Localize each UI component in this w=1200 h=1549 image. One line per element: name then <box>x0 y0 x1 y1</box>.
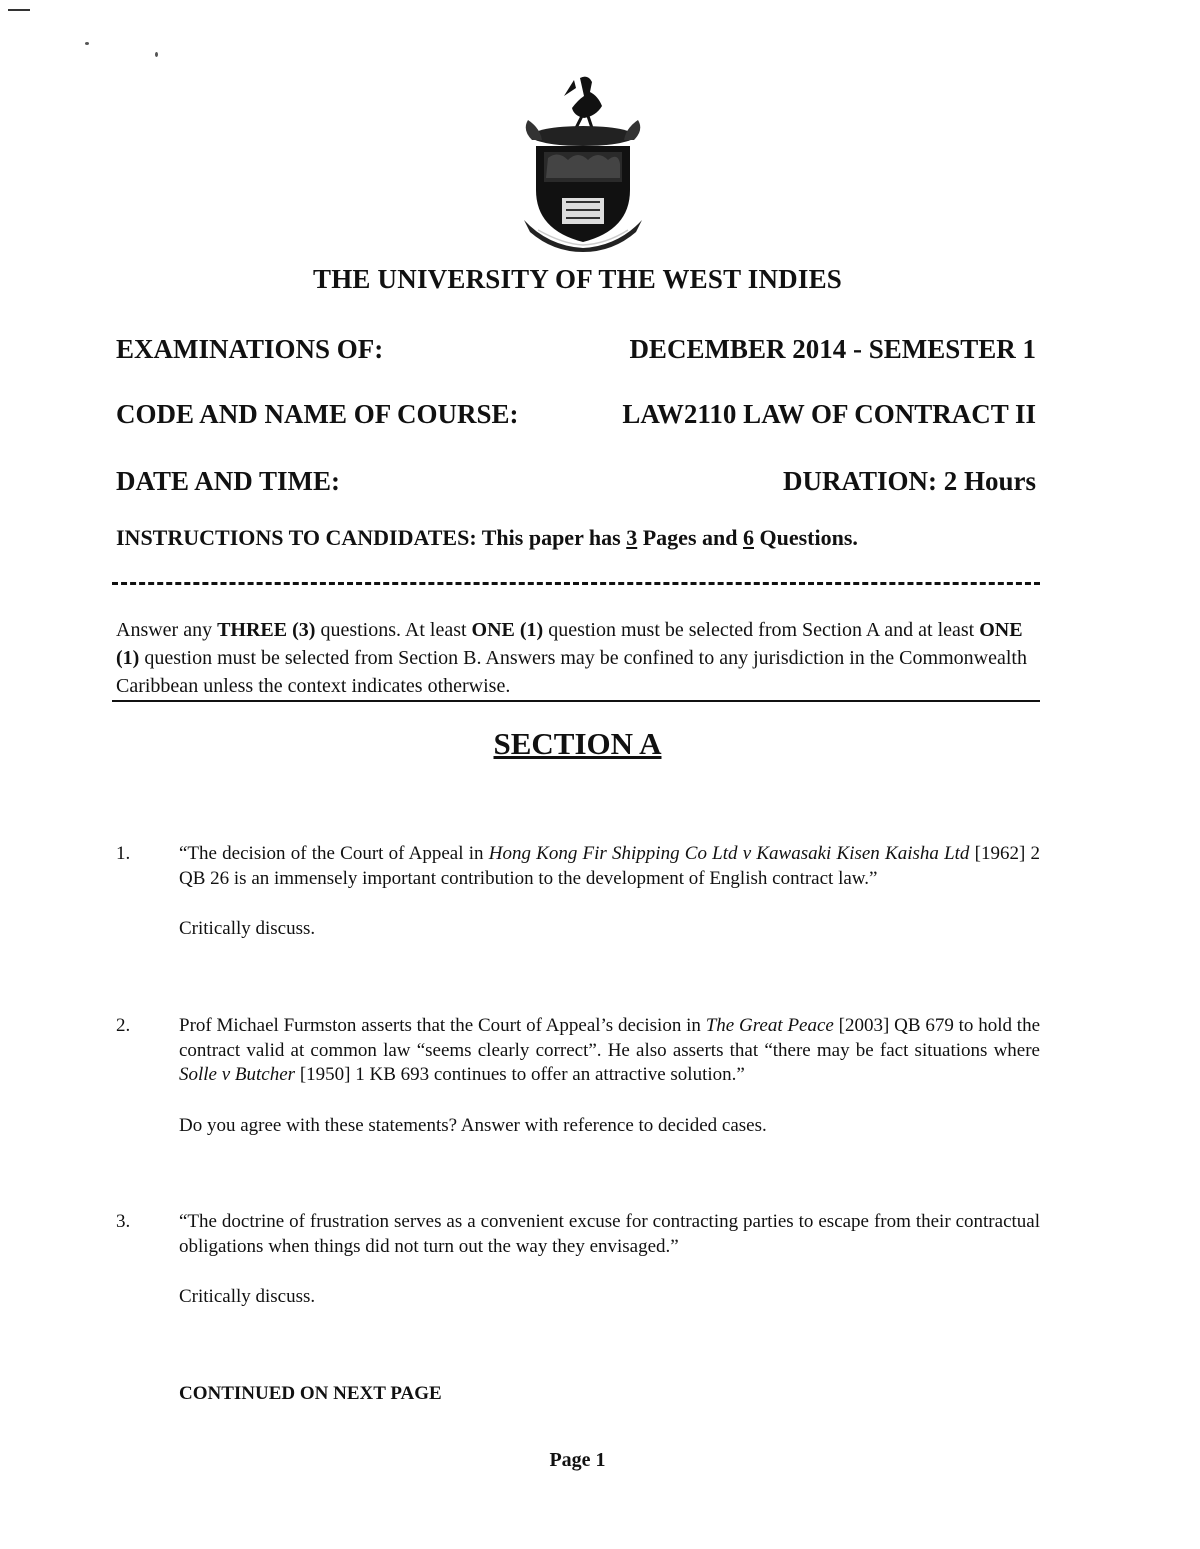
duration-value: DURATION: 2 Hours <box>782 466 1036 496</box>
question-1 <box>116 842 1040 942</box>
date-time-row <box>116 466 1036 498</box>
divider <box>112 700 1040 702</box>
exam-period-row <box>116 334 1036 366</box>
university-name: THE UNIVERSITY OF THE WEST INDIES <box>312 264 843 294</box>
question-number: 2. <box>116 1015 131 1036</box>
question-prompt: Do you agree with these statements? Answer with reference to decided cases. <box>179 1114 767 1136</box>
course-row <box>116 399 1036 431</box>
question-2 <box>116 1014 1040 1138</box>
question-text: Prof Michael Furmston asserts that the Court of Appeal’s decision in The Great Peace [2003] QB 679 to hold the contract valid at common law “seems clearly correct”. He also asserts that “there may be fact situations where Solle v Butcher [1950] 1 KB 693 continues to offer an attractive solution.” <box>179 1015 1040 1085</box>
course-label: CODE AND NAME OF COURSE: <box>116 399 519 429</box>
question-count: 6 <box>742 525 754 550</box>
scan-speck <box>85 42 89 45</box>
instructions-line: INSTRUCTIONS TO CANDIDATES: This paper has 3 Pages and 6 Questions. <box>116 525 858 550</box>
date-time-label: DATE AND TIME: <box>116 466 341 496</box>
question-prompt: Critically discuss. <box>179 1286 316 1307</box>
scan-mark <box>8 9 30 11</box>
divider <box>112 582 1040 585</box>
question-text: “The doctrine of frustration serves as a convenient excuse for contracting parties to escape from their contractual obligations when things did not turn out the way they envisaged.” <box>179 1211 1040 1257</box>
course-value: LAW2110 LAW OF CONTRACT II <box>622 399 1036 429</box>
exam-value: DECEMBER 2014 - SEMESTER 1 <box>629 334 1036 364</box>
question-3 <box>116 1210 1040 1310</box>
question-prompt: Critically discuss. <box>179 918 316 939</box>
question-number: 1. <box>116 843 131 864</box>
scan-speck <box>155 52 158 57</box>
exam-label: EXAMINATIONS OF: <box>116 334 384 364</box>
continued-note: CONTINUED ON NEXT PAGE <box>179 1383 442 1404</box>
section-title: SECTION A <box>493 726 662 761</box>
page-count: 3 <box>626 525 638 550</box>
general-instructions: Answer any THREE (3) questions. At least ONE (1) question must be selected from Section A and at least ONE (1) question must be selected from Section B. Answers may be confined to any jurisdiction in the Commonwealth Caribbean unless the context indicates otherwise. <box>116 619 1027 697</box>
question-text: “The decision of the Court of Appeal in Hong Kong Fir Shipping Co Ltd v Kawasaki Kisen Kaisha Ltd [1962] 2 QB 26 is an immensely important contribution to the development of English contract law.” <box>179 843 1040 889</box>
page-number: Page 1 <box>549 1449 606 1471</box>
question-number: 3. <box>116 1211 131 1232</box>
university-crest <box>518 70 648 252</box>
